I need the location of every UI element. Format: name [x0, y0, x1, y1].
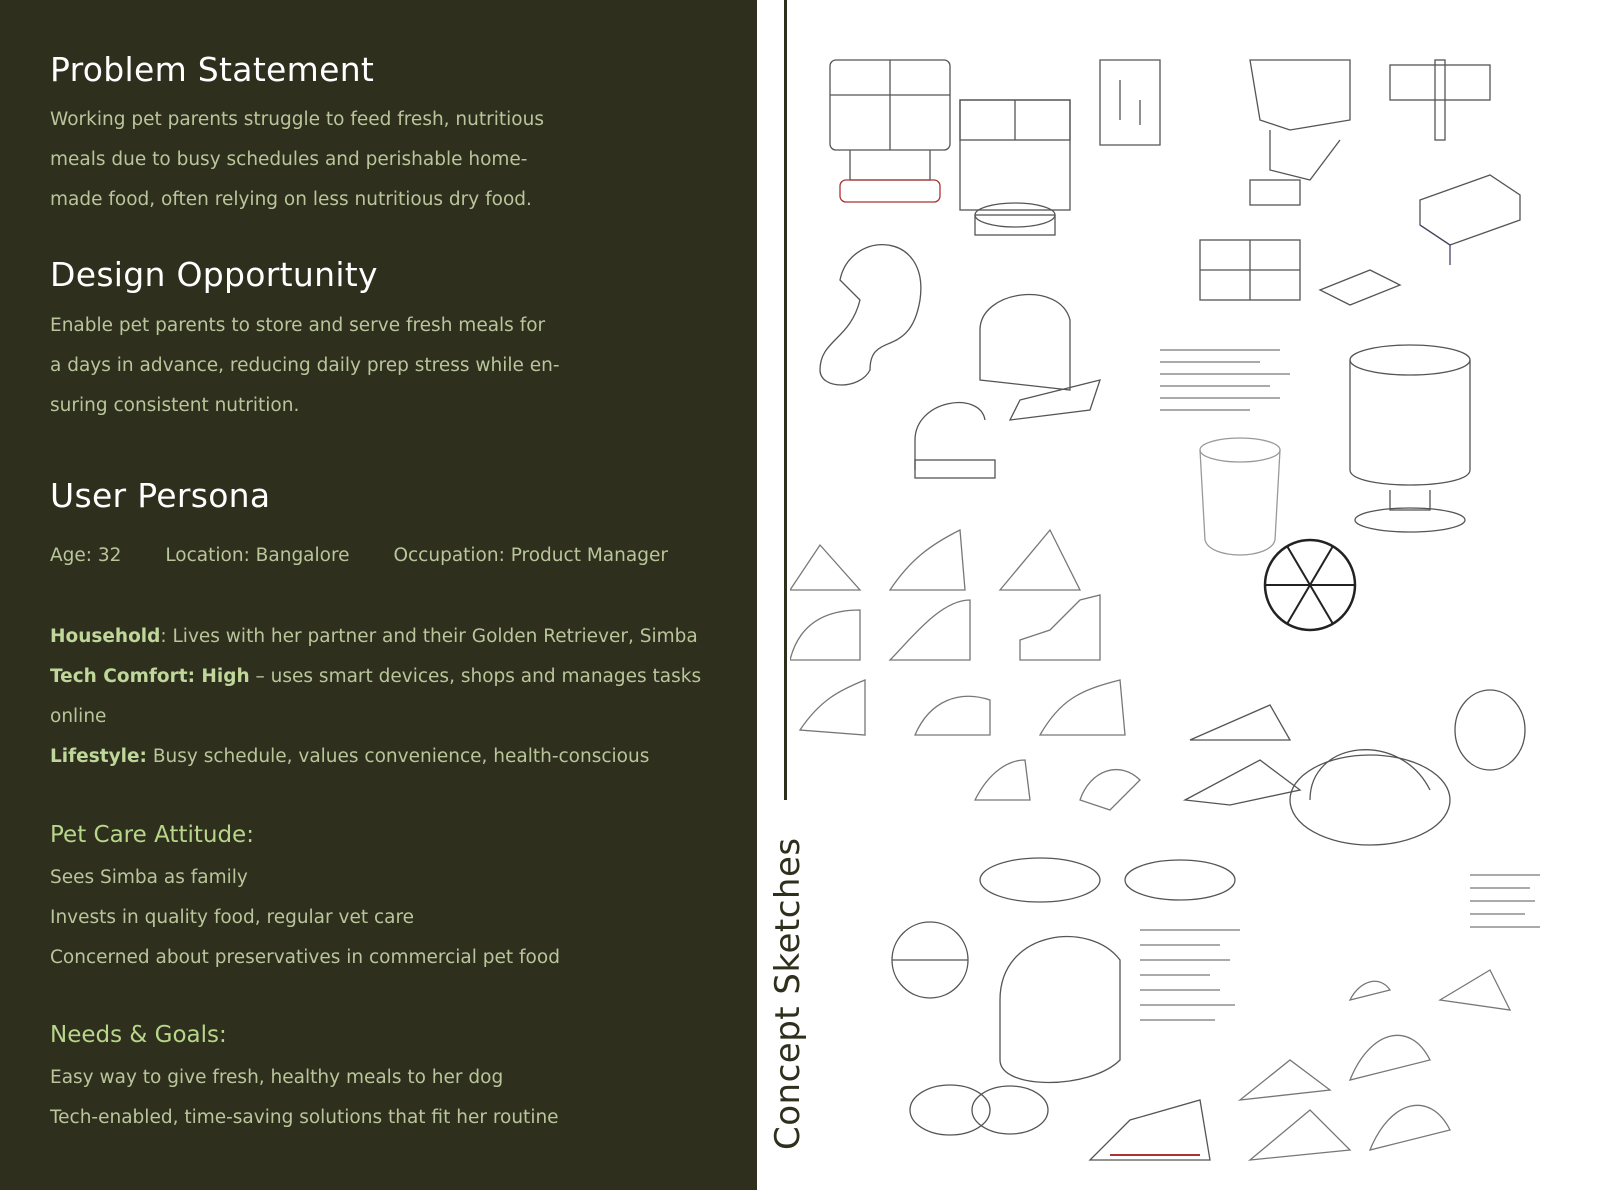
household-label: Household [50, 626, 161, 647]
problem-heading: Problem Statement [50, 50, 375, 89]
lifestyle-label: Lifestyle: [50, 746, 147, 767]
persona-household [50, 617, 740, 657]
sketch-spout [915, 403, 995, 478]
sketch-funnel [1390, 60, 1490, 140]
opportunity-line: Enable pet parents to store and serve fresh meals for [50, 315, 546, 336]
sketch-cylinder-feeder [1350, 345, 1470, 532]
persona-location: Location: Bangalore [165, 545, 350, 566]
sketch-compartment-feeder [1250, 60, 1350, 205]
persona-tech [50, 657, 740, 697]
sketch-arch-feeder [980, 295, 1100, 420]
vertical-divider [784, 0, 787, 800]
problem-line: Working pet parents struggle to feed fresh, nutritious [50, 109, 544, 130]
sketches-title: Concept Sketches [768, 837, 808, 1150]
opportunity-heading: Design Opportunity [50, 255, 378, 294]
sketch-features-notes [1470, 875, 1540, 927]
attitude-item: Invests in quality food, regular vet care [50, 907, 415, 928]
opportunity-text [50, 306, 610, 426]
info-panel [0, 0, 757, 1190]
needs-item: Tech-enabled, time-saving solutions that fit her routine [50, 1107, 559, 1128]
sketch-ramp-feeder [1090, 1100, 1210, 1160]
concept-sketches-illustration [790, 0, 1600, 1190]
needs-item: Easy way to give fresh, healthy meals to her dog [50, 1067, 504, 1088]
sketch-grid-tray [1200, 240, 1400, 305]
sketch-pod-feeder [1290, 690, 1525, 845]
attitude-heading: Pet Care Attitude: [50, 822, 254, 848]
sketch-small-forms [1240, 970, 1510, 1160]
lifestyle-text: Busy schedule, values convenience, health-conscious [146, 746, 650, 767]
problem-line: meals due to busy schedules and perishable home- [50, 149, 528, 170]
persona-meta [50, 545, 706, 566]
sketch-wheel [1200, 438, 1355, 630]
persona-lifestyle [50, 737, 740, 777]
persona-tech-cont: online [50, 706, 107, 727]
sketch-feeder-box [960, 100, 1070, 235]
sketch-concept-notes [1160, 350, 1290, 410]
tech-label: Tech Comfort: High [50, 666, 250, 687]
sketch-flow-diagram [1100, 60, 1160, 145]
problem-text [50, 100, 610, 220]
sketch-notes-list [1140, 930, 1240, 1020]
household-text: : Lives with her partner and their Golden Retriever, Simba [160, 626, 698, 647]
opportunity-line: a days in advance, reducing daily prep stress while en- [50, 355, 560, 376]
persona-age: Age: 32 [50, 545, 122, 566]
sketch-dispenser-tower [830, 60, 950, 202]
persona-occupation: Occupation: Product Manager [393, 545, 668, 566]
problem-line: made food, often relying on less nutritious dry food. [50, 189, 532, 210]
sketch-curved-tube [820, 245, 921, 385]
sketch-wedge-feeder [1185, 705, 1300, 805]
tech-text: – uses smart devices, shops and manages tasks [249, 666, 702, 687]
opportunity-line: suring consistent nutrition. [50, 395, 300, 416]
needs-heading: Needs & Goals: [50, 1022, 227, 1048]
attitude-item: Concerned about preservatives in commercial pet food [50, 947, 560, 968]
sketch-bowl-studies [892, 858, 1235, 1135]
persona-heading: User Persona [50, 476, 271, 515]
sketch-tray [1420, 175, 1520, 265]
sketch-form-studies [790, 530, 1140, 810]
attitude-item: Sees Simba as family [50, 867, 248, 888]
